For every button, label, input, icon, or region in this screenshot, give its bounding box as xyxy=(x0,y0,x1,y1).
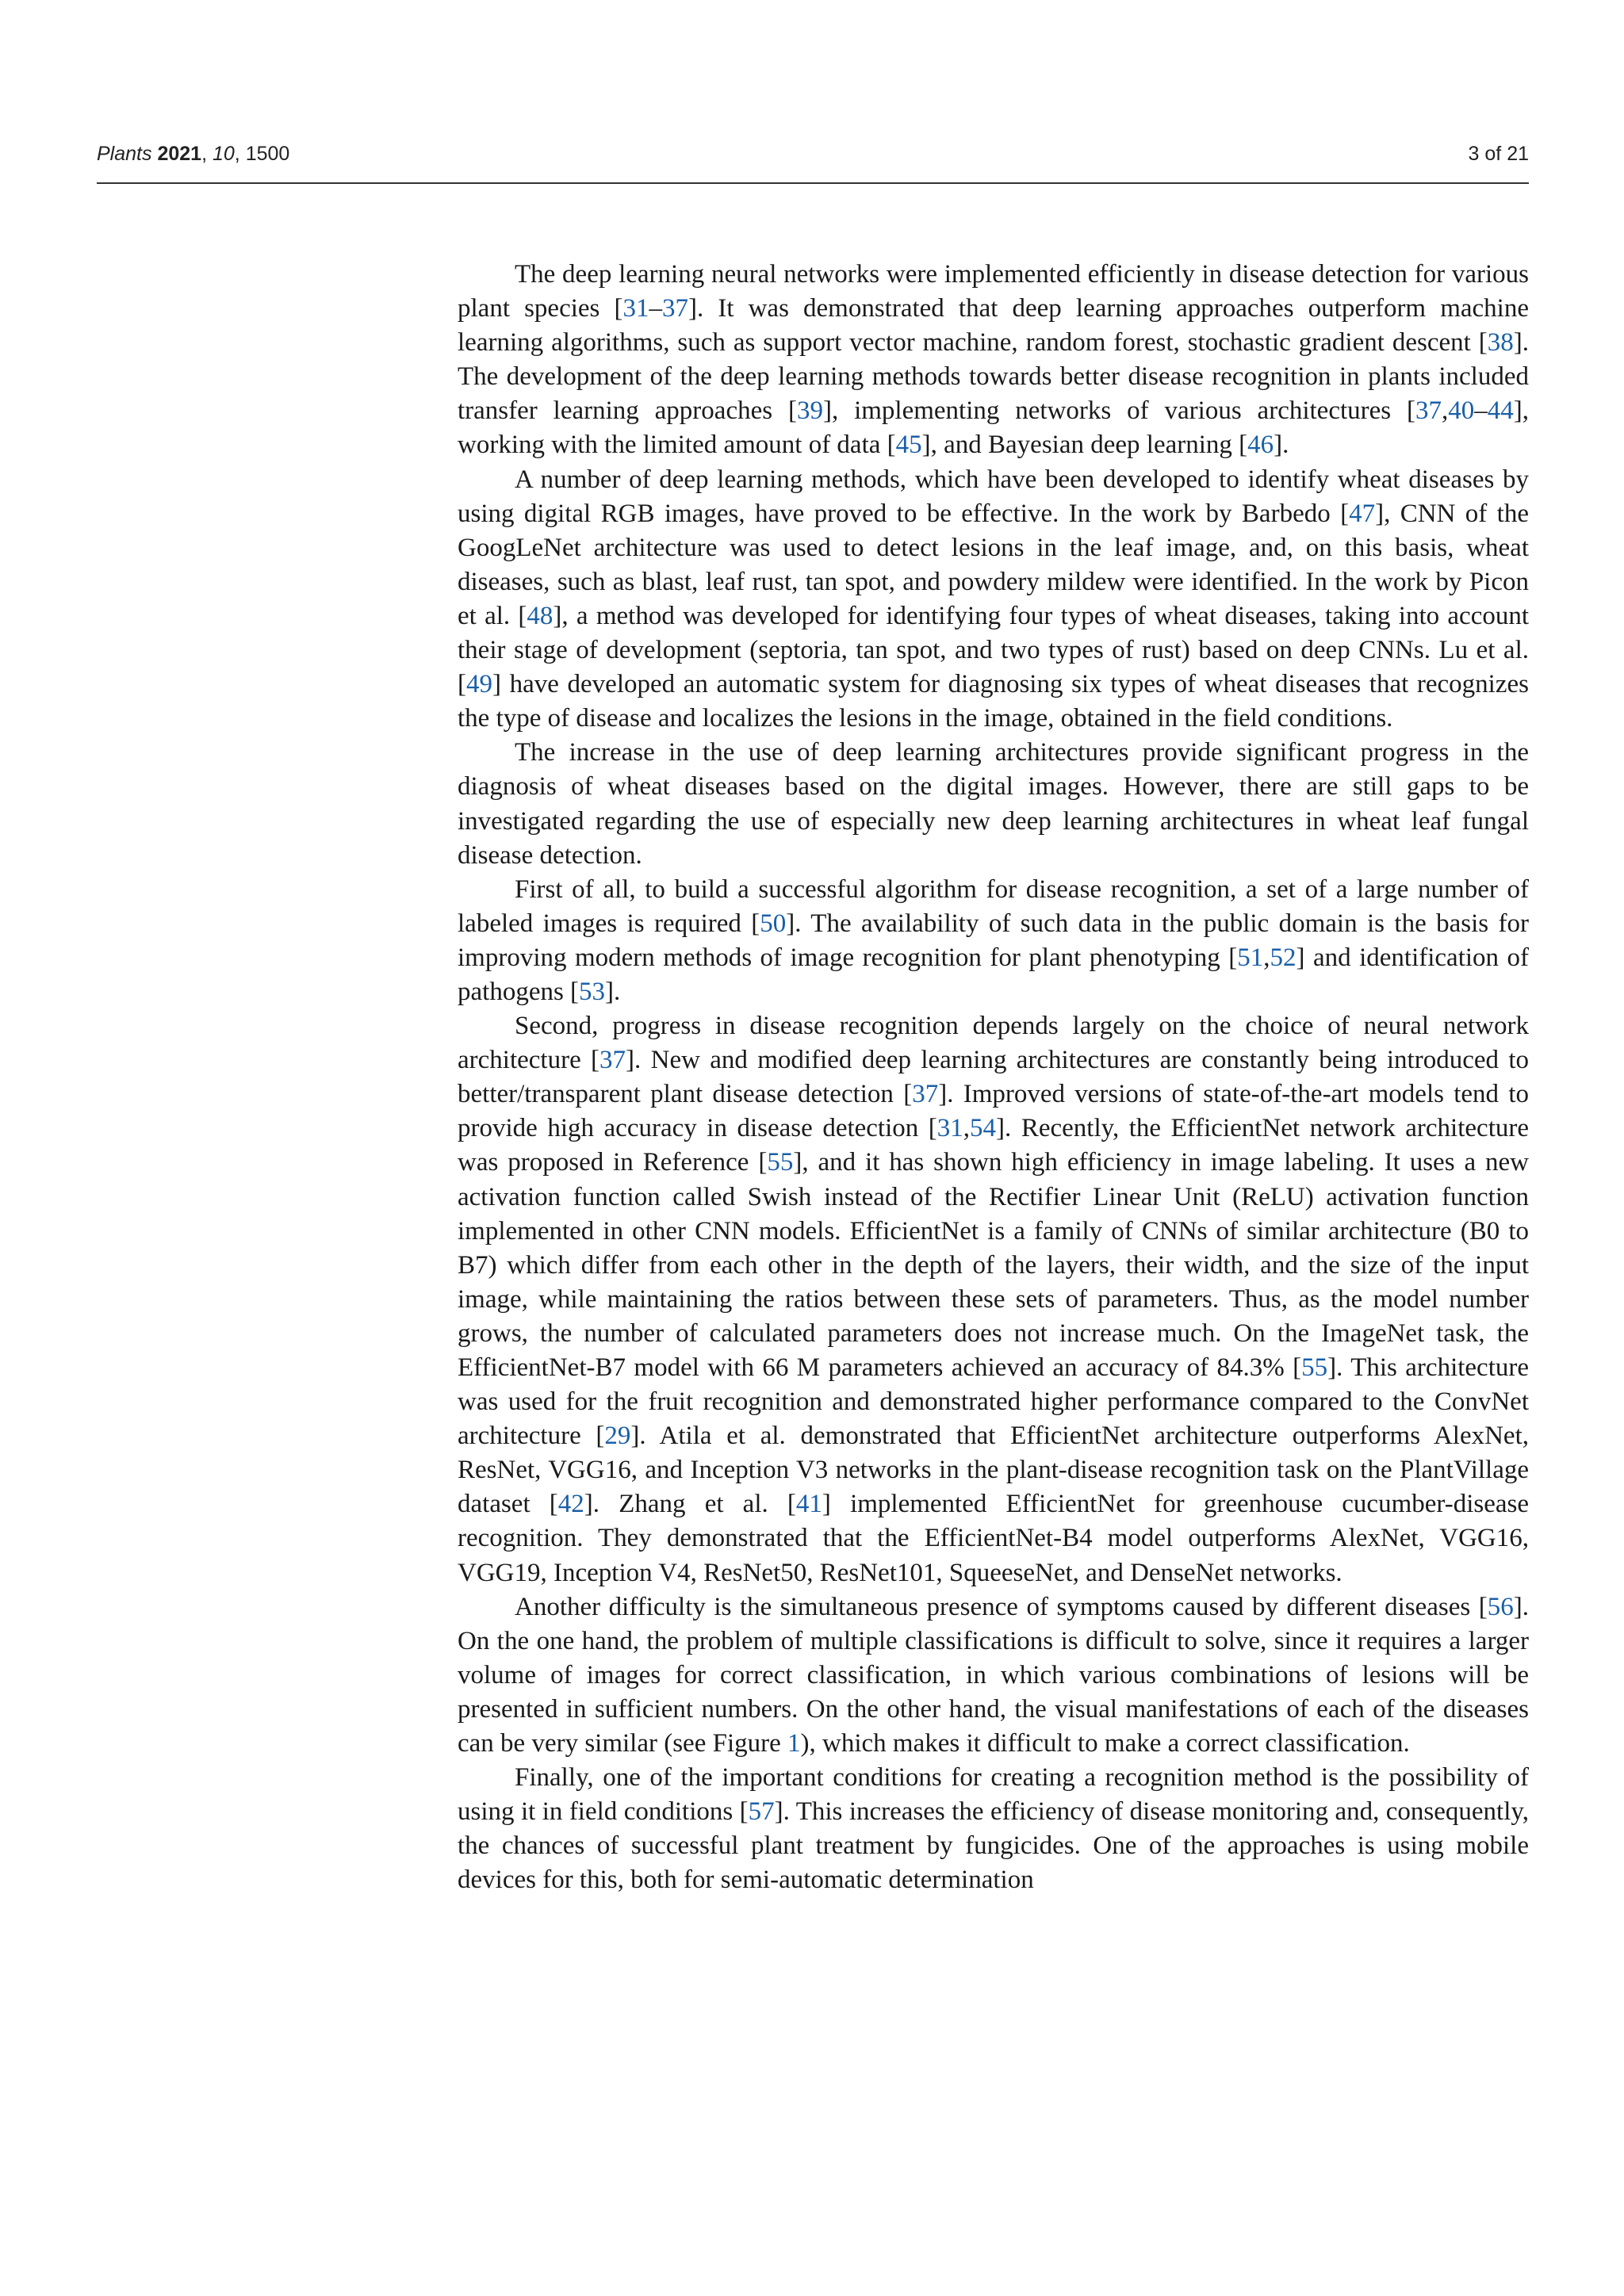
journal-volume: 10 xyxy=(212,143,235,165)
text-run: ]. New and modified deep learning architectures are constantly being introduced to better/transparent plant disease detection [ xyxy=(458,1046,1529,1109)
text-run: ]. xyxy=(1274,430,1289,460)
citation-link[interactable]: 40 xyxy=(1448,396,1475,426)
text-run: Finally, one of the important conditions for creating a recognition method is the possibility of using it in field conditions [ xyxy=(458,1763,1529,1827)
paragraph xyxy=(458,1761,1529,1897)
citation-link[interactable]: 37 xyxy=(599,1046,626,1075)
citation-link[interactable]: 46 xyxy=(1247,430,1274,460)
text-run: First of all, to build a successful algorithm for disease recognition, a set of a large number of labeled images is required [ xyxy=(458,874,1529,938)
text-run: , xyxy=(1442,396,1449,426)
article-number: 1500 xyxy=(245,143,290,165)
paragraph xyxy=(458,1009,1529,1590)
citation-link[interactable]: 37 xyxy=(1415,396,1442,426)
page-number: 3 of 21 xyxy=(1468,143,1529,165)
citation-link[interactable]: 51 xyxy=(1237,943,1264,972)
citation-link[interactable]: 55 xyxy=(1301,1353,1328,1382)
citation-link[interactable]: 49 xyxy=(466,670,492,699)
citation-link[interactable]: 54 xyxy=(970,1114,997,1143)
citation-link[interactable]: 31 xyxy=(622,294,649,323)
text-run: ], implementing networks of various architectures [ xyxy=(822,396,1415,426)
citation-link[interactable]: 56 xyxy=(1487,1592,1514,1621)
citation-link[interactable]: 39 xyxy=(796,396,823,426)
paragraph xyxy=(458,736,1529,872)
citation-link[interactable]: 55 xyxy=(767,1148,794,1177)
citation-link[interactable]: 1 xyxy=(787,1729,801,1758)
citation-link[interactable]: 52 xyxy=(1270,943,1297,972)
text-run: ], CNN of the GoogLeNet architecture was used to detect lesions in the leaf image, and, on this basis, wheat diseases, such as blast, leaf rust, tan spot, and powdery mildew were identified. In the work by Picon et al. [ xyxy=(458,499,1530,630)
text-run: ]. This architecture was used for the fruit recognition and demonstrated higher performance compared to the ConvNet architecture [ xyxy=(458,1353,1530,1451)
citation-link[interactable]: 48 xyxy=(527,601,553,630)
citation-link[interactable]: 37 xyxy=(661,294,688,323)
text-run: ]. Atila et al. demonstrated that EfficientNet architecture outperforms AlexNet, ResNet, VGG16, and Inception V3 networks in the plant-disease recognition task on the PlantVillage dataset [ xyxy=(458,1422,1529,1519)
text-run: ], and Bayesian deep learning [ xyxy=(921,430,1248,460)
text-run: ]. The availability of such data in the public domain is the basis for improving modern methods of image recognition for plant phenotyping [ xyxy=(458,909,1529,972)
citation-link[interactable]: 31 xyxy=(936,1114,963,1143)
citation-link[interactable]: 38 xyxy=(1487,328,1514,358)
citation-link[interactable]: 37 xyxy=(912,1080,939,1109)
citation-link[interactable]: 50 xyxy=(760,909,787,938)
text-run: ], a method was developed for identifying four types of wheat diseases, taking into account their stage of development (septoria, tan spot, and two types of rust) based on deep CNNs. Lu et al. [ xyxy=(458,601,1530,699)
text-run: ], and it has shown high efficiency in image labeling. It uses a new activation function called Swish instead of the Rectifier Linear Unit (ReLU) activation function implemented in other CNN models. EfficientNet is a family of CNNs of similar architecture (B0 to B7) which differ from each other in the depth of the layers, their width, and the size of the input image, while maintaining the ratios between these sets of parameters. Thus, as the model number grows, the number of calculated parameters does not increase much. On the ImageNet task, the EfficientNet-B7 model with 66 M parameters achieved an accuracy of 84.3% [ xyxy=(458,1148,1529,1382)
citation-link[interactable]: 42 xyxy=(557,1490,584,1519)
paragraph xyxy=(458,873,1529,1009)
text-run: – xyxy=(649,294,662,323)
text-run: ]. The development of the deep learning methods towards better disease recognition in plants included transfer learning approaches [ xyxy=(458,328,1529,426)
text-run: The increase in the use of deep learning architectures provide significant progress in the diagnosis of wheat diseases based on the digital images. However, there are still gaps to be investigated regarding the use of especially new deep learning architectures in wheat leaf fungal disease detection. xyxy=(458,738,1529,870)
text-run: ] have developed an automatic system for diagnosing six types of wheat diseases that recognizes the type of disease and localizes the lesions in the image, obtained in the field conditions. xyxy=(458,670,1529,733)
text-run: ]. Zhang et al. [ xyxy=(584,1490,796,1519)
citation-link[interactable]: 41 xyxy=(795,1490,822,1519)
text-run: ]. On the one hand, the problem of multiple classifications is difficult to solve, since it requires a larger volume of images for correct classification, in which various combinations of lesions will be presented in sufficient numbers. On the other hand, the visual manifestations of each of the diseases can be very similar (see Figure xyxy=(458,1592,1529,1758)
citation-link[interactable]: 53 xyxy=(579,977,606,1006)
text-run: ]. This increases the efficiency of disease monitoring and, consequently, the chances of successful plant treatment by fungicides. One of the approaches is using mobile devices for this, both for semi-automatic determination xyxy=(458,1797,1529,1895)
citation-link[interactable]: 57 xyxy=(748,1797,775,1827)
journal-year: 2021 xyxy=(157,143,202,165)
paragraph xyxy=(458,258,1529,463)
text-run: ]. Improved versions of state-of-the-art models tend to provide high accuracy in disease detection [ xyxy=(458,1080,1529,1143)
text-run: ], working with the limited amount of data [ xyxy=(458,396,1529,460)
text-run: ), which makes it difficult to make a correct classification. xyxy=(800,1729,1410,1758)
text-run: – xyxy=(1474,396,1488,426)
text-run: , xyxy=(963,1114,971,1143)
paragraph xyxy=(458,1590,1529,1761)
text-run: ] implemented EfficientNet for greenhouse cucumber-disease recognition. They demonstrated that the EfficientNet-B4 model outperforms AlexNet, VGG16, VGG19, Inception V4, ResNet50, ResNet101, SqueeseNet, and DenseNet networks. xyxy=(458,1490,1530,1587)
text-run: Another difficulty is the simultaneous presence of symptoms caused by different diseases [ xyxy=(515,1592,1488,1621)
text-run: , xyxy=(1263,943,1270,972)
text-run: ] and identification of pathogens [ xyxy=(458,943,1529,1006)
body-text xyxy=(458,258,1529,1898)
paragraph xyxy=(458,463,1529,737)
text-run: A number of deep learning methods, which have been developed to identify wheat diseases by using digital RGB images, have proved to be effective. In the work by Barbedo [ xyxy=(458,465,1529,528)
citation-link[interactable]: 44 xyxy=(1487,396,1514,426)
citation-link[interactable]: 29 xyxy=(604,1422,631,1451)
text-run: Second, progress in disease recognition depends largely on the choice of neural network architecture [ xyxy=(458,1012,1529,1075)
citation-link[interactable]: 47 xyxy=(1349,499,1376,528)
text-run: ]. Recently, the EfficientNet network architecture was proposed in Reference [ xyxy=(458,1114,1529,1177)
text-run: The deep learning neural networks were implemented efficiently in disease detection for various plant species [ xyxy=(458,260,1529,323)
journal-name: Plants xyxy=(97,143,152,165)
text-run: ]. xyxy=(605,977,621,1006)
citation-line: Plants 2021, 10, 1500 xyxy=(97,143,290,165)
text-run: ]. It was demonstrated that deep learning approaches outperform machine learning algorithms, such as support vector machine, random forest, stochastic gradient descent [ xyxy=(458,294,1529,358)
citation-link[interactable]: 45 xyxy=(895,430,922,460)
running-header xyxy=(97,136,1529,184)
